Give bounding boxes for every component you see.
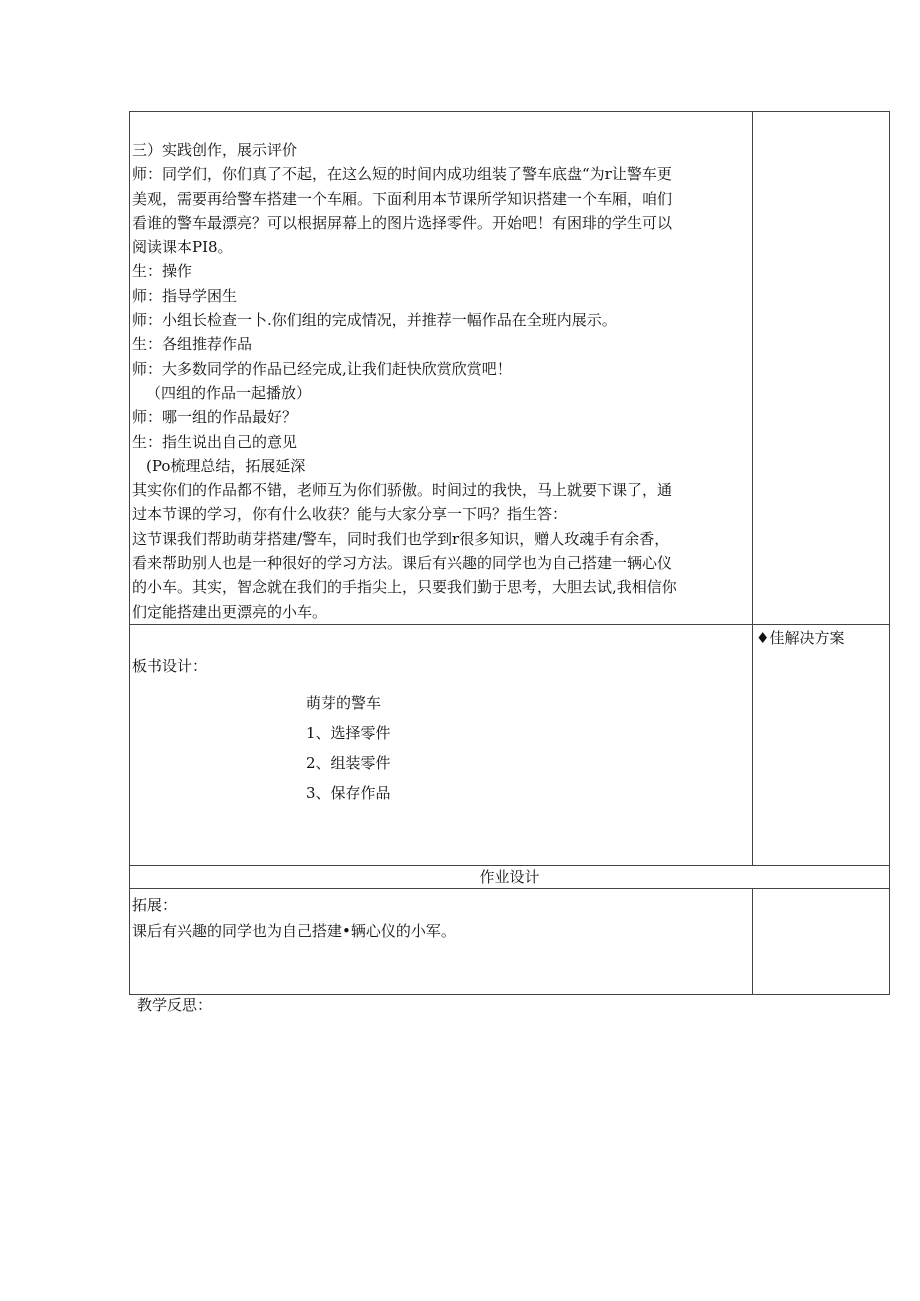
board-design-cell — [130, 624, 753, 865]
board-title: 萌芽的警车 — [306, 693, 382, 712]
text-line: 师：小组长检查一卜.你们组的完成情况，并推荐一幅作品在全班内展示。 — [132, 311, 617, 330]
lesson-plan-table — [129, 111, 890, 995]
homework-header-row — [130, 865, 890, 888]
text-line: 看谁的警车最漂亮？可以根据屏幕上的图片选择零件。开始吧！有困琲的学生可以 — [132, 213, 673, 232]
text-line: 美观，需要再给警车搭建一个车厢。下面利用本节课所学知识搭建一个车厢，咱们 — [132, 189, 673, 208]
side-note-cell — [753, 624, 890, 865]
homework-text — [130, 889, 752, 944]
text-line: 其实你们的作品都不错，老师互为你们骄傲。时间过的我快，马上就要下课了，通 — [132, 481, 673, 500]
practice-section-cell — [130, 112, 753, 625]
teaching-reflection-label: 教学反思： — [137, 996, 213, 1014]
text-line: 阅读课本PI8。 — [132, 238, 233, 257]
text-line: 生：操作 — [132, 262, 193, 281]
text-line: 生：指生说出自己的意见 — [132, 432, 298, 451]
board-item: 1、选择零件 — [306, 723, 391, 742]
homework-row — [130, 888, 890, 994]
text-line: 生：各组推荐作品 — [132, 335, 253, 354]
homework-cell — [130, 888, 753, 994]
homework-header: 作业设计 — [130, 865, 890, 888]
practice-section-row — [130, 112, 890, 625]
practice-section-text — [130, 112, 752, 624]
board-design-content — [130, 676, 752, 808]
homework-label: 拓展： — [132, 895, 178, 914]
text-line: 看来帮助别人也是一种很好的学习方法。课后有兴趣的同学也为自己搭建一辆心仪 — [132, 554, 673, 573]
board-item: 2、组装零件 — [306, 753, 391, 772]
side-note-text: ♦佳解决方案 — [756, 628, 845, 647]
text-line: 们定能搭建出更漂亮的小车。 — [132, 602, 328, 621]
text-line: 的小车。其实，智念就在我们的手指尖上，只要我们勤于思考，大胆去试,我相信你 — [132, 578, 677, 597]
side-note-cell-empty — [753, 112, 890, 625]
text-line: 师：哪一组的作品最好？ — [132, 408, 298, 427]
homework-side-cell — [753, 888, 890, 994]
text-line: 师：同学们，你们真了不起，在这么短的时间内成功组装了警车底盘“为r让警车更 — [132, 165, 672, 184]
text-line: （四组的作品一起播放） — [146, 383, 312, 402]
text-line: 这节课我们帮助萌芽搭建/警车，同时我们也学到r很多知识，赠人玫魂手有余香， — [132, 529, 670, 548]
section-heading: 三）实践创作，展示评价 — [132, 141, 298, 159]
text-line: 过本节课的学习，你有什么收获？能与大家分享一下吗？指生答： — [132, 505, 568, 524]
board-design-row — [130, 624, 890, 865]
subsection-heading: (Po梳理总结，拓展延深 — [146, 456, 306, 475]
text-line: 师：指导学困生 — [132, 286, 238, 305]
board-design-label: 板书设计： — [132, 656, 208, 675]
board-item: 3、保存作品 — [306, 783, 391, 802]
homework-content: 课后有兴趣的同学也为自己搭建•辆心仪的小军。 — [132, 921, 456, 940]
text-line: 师：大多数同学的作品已经完成,让我们赶快欣赏欣赏吧！ — [132, 359, 512, 378]
